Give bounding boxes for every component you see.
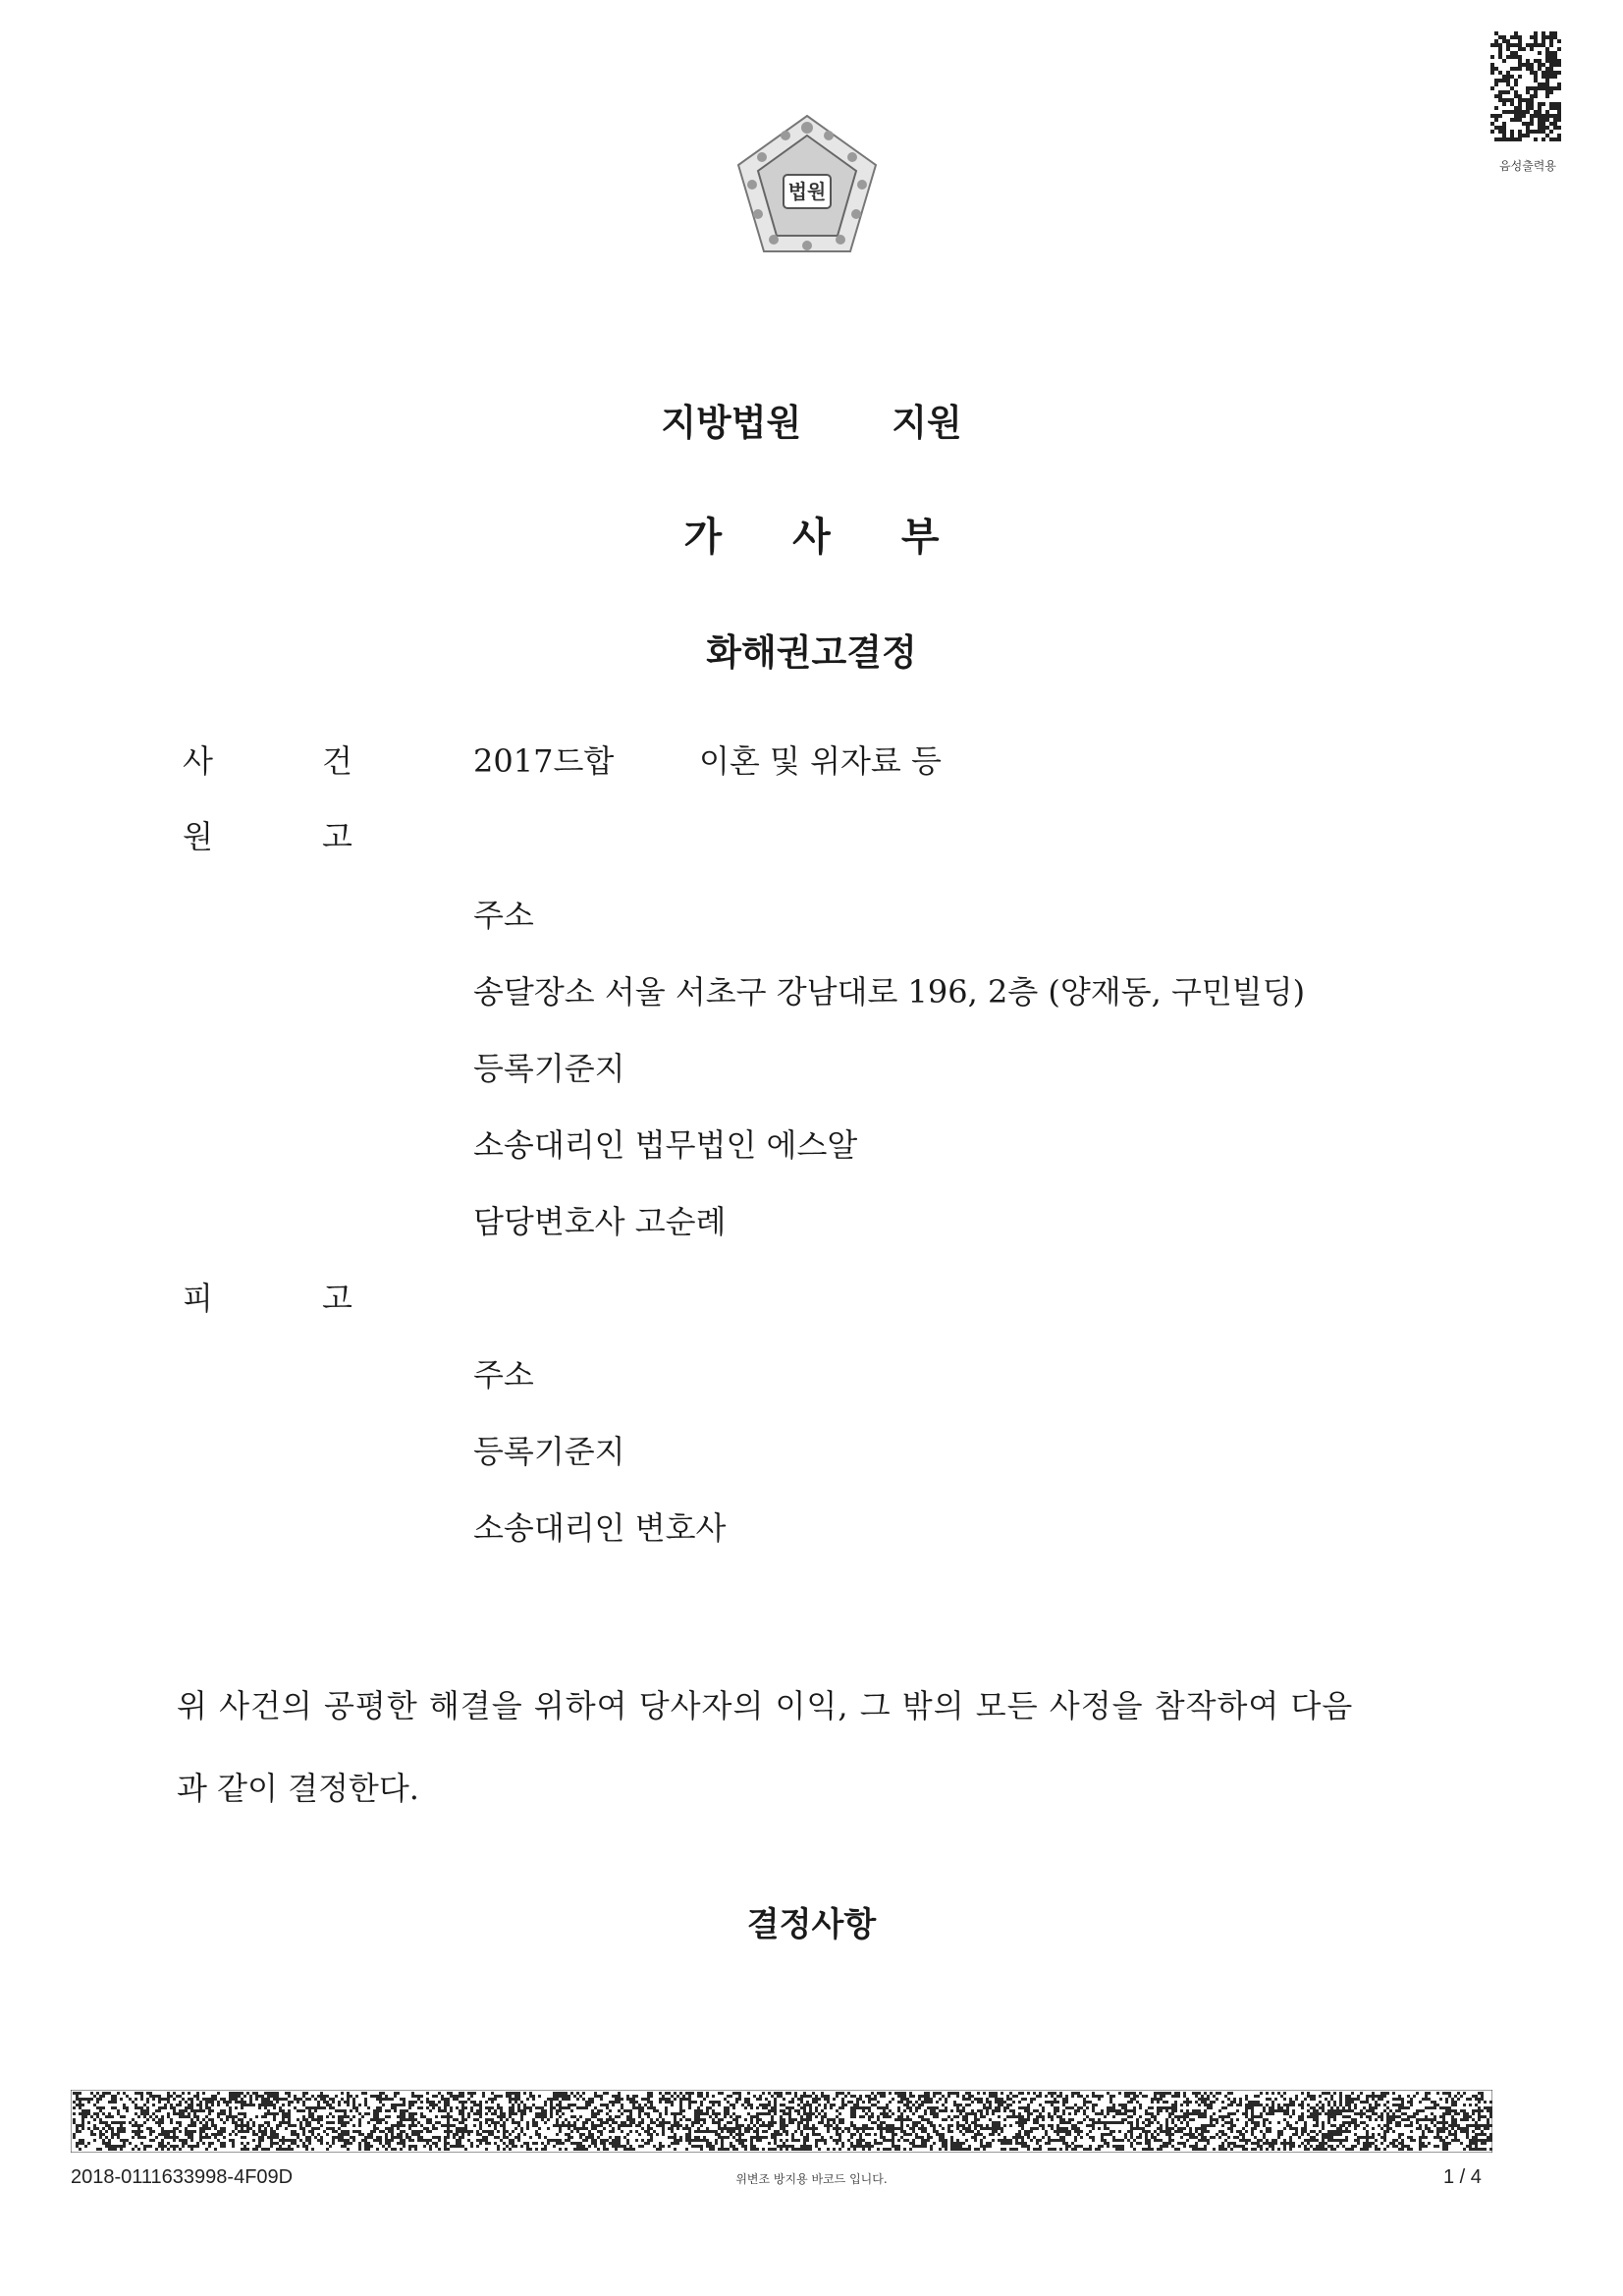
qr-caption: 음성출력용 xyxy=(1499,159,1556,173)
page-indicator: 1 / 4 xyxy=(1443,2166,1482,2188)
case-label-char: 사 xyxy=(183,742,213,780)
plaintiff-agent: 소송대리인 법무법인 에스알 xyxy=(473,1126,858,1164)
barcode-note: 위변조 방지용 바코드 입니다. xyxy=(735,2172,888,2186)
defendant-label-char: 고 xyxy=(322,1280,352,1317)
defendant-label-char: 피 xyxy=(183,1280,213,1317)
defendant-agent: 소송대리인 변호사 xyxy=(473,1509,727,1547)
case-label-char: 건 xyxy=(322,742,352,780)
qr-code xyxy=(1490,31,1561,141)
document-number: 2018-0111633998-4F09D xyxy=(71,2166,294,2188)
plaintiff-label-char: 고 xyxy=(322,818,352,855)
court-name xyxy=(0,393,1623,446)
division-name xyxy=(0,506,1623,562)
plaintiff-lawyer: 담당변호사 고순례 xyxy=(473,1203,727,1240)
paragraph-line: 위 사건의 공평한 해결을 위하여 당사자의 이익, 그 밖의 모든 사정을 참작하여 다음 xyxy=(177,1687,1354,1724)
decision-heading: 결정사항 xyxy=(746,1905,877,1944)
court-name-part1: 지방법원 xyxy=(661,402,802,444)
decision-paragraph xyxy=(177,1665,1424,1830)
division-char: 가 xyxy=(683,515,723,560)
case-name: 이혼 및 위자료 등 xyxy=(699,742,942,780)
emblem-label: 법원 xyxy=(787,180,827,203)
division-char: 사 xyxy=(792,515,831,560)
plaintiff-service-address: 송달장소 서울 서초구 강남대로 196, 2층 (양재동, 구민빌딩) xyxy=(473,973,1306,1011)
case-number: 2017드합 xyxy=(473,742,615,780)
plaintiff-registry: 등록기준지 xyxy=(473,1050,625,1087)
plaintiff-address: 주소 xyxy=(473,897,534,934)
defendant-address: 주소 xyxy=(473,1356,534,1394)
plaintiff-label-char: 원 xyxy=(183,818,213,855)
anti-forgery-barcode xyxy=(71,2090,1492,2153)
division-char: 부 xyxy=(900,515,940,560)
court-emblem xyxy=(727,106,888,267)
paragraph-line: 과 같이 결정한다. xyxy=(177,1770,419,1807)
defendant-registry: 등록기준지 xyxy=(473,1433,625,1470)
court-name-part2: 지원 xyxy=(892,402,962,444)
document-title: 화해권고결정 xyxy=(706,631,917,674)
